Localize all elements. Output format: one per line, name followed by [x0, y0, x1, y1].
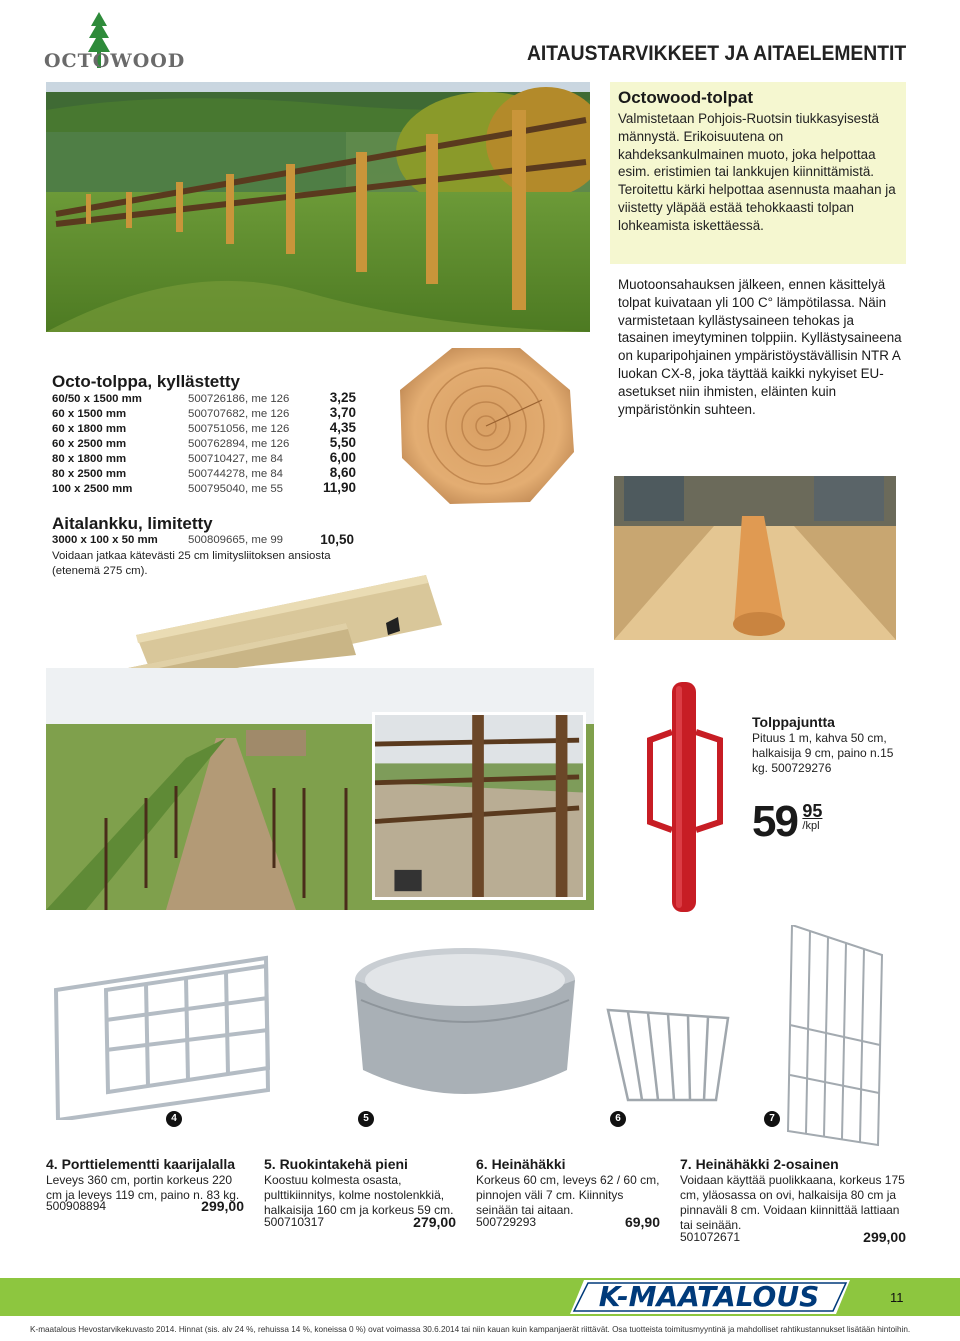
hay-rack-image	[598, 1000, 738, 1110]
product-badge: 6	[610, 1111, 626, 1127]
product-code: 501072671	[680, 1230, 741, 1244]
size-cell: 80 x 1800 mm	[52, 453, 127, 465]
product-name: 4. Porttielementti kaarijalalla	[46, 1156, 236, 1172]
product-badge: 4	[166, 1111, 182, 1127]
price-unit: /kpl	[802, 820, 820, 832]
octagonal-post-end-image	[392, 340, 582, 510]
code-cell: 500707682, me 126	[188, 408, 290, 420]
table-row	[52, 405, 356, 420]
product-code: 500710317	[264, 1215, 325, 1229]
size-cell: 60 x 1500 mm	[52, 408, 127, 420]
overlapped-plank-image	[46, 565, 456, 685]
table-row	[52, 450, 356, 465]
logo-wordmark: OCTOWOOD	[44, 50, 186, 72]
product-price: 299,00	[201, 1198, 244, 1214]
product-price: 69,90	[624, 1214, 660, 1230]
two-part-hay-rack-image	[782, 925, 892, 1150]
plank-code: 500809665, me 99	[188, 534, 284, 546]
table-row	[52, 480, 356, 495]
table-row	[52, 465, 356, 480]
product-price-row	[476, 1212, 660, 1230]
treatment-text: Muotoonsahauksen jälkeen, ennen käsittelyä tolpat kuivataan yli 100 C° lämpötilassa. Näin varmistetaan kyllästysaineen tehokas ja tasainen imeytyminen tolppiin. Kyllästysaineena on kuparipohjainen ympäristöystävällisin NTR A luokan CX-8, joka täyttää kaikki nykyiset EU-asetukset niin ihmisten, eläinten kuin ympäristönkin suhteen.	[618, 277, 902, 417]
post-driver-desc: Pituus 1 m, kahva 50 cm, halkaisija 9 cm, paino n.15 kg. 500729276	[752, 731, 894, 776]
product-price: 299,00	[863, 1229, 906, 1245]
size-cell: 80 x 2500 mm	[52, 468, 127, 480]
price-cell: 8,60	[329, 465, 356, 480]
plank-title: Aitalankku, limitetty	[52, 514, 213, 533]
k-maatalous-logo: K-MAATALOUS	[598, 1280, 820, 1313]
wooden-fence-inset-photo	[372, 712, 586, 900]
table-row	[52, 435, 356, 450]
feeding-ring-image	[345, 940, 585, 1110]
plank-price: 10,50	[320, 532, 354, 547]
gate-element-image	[46, 950, 286, 1120]
product-desc: Korkeus 60 cm, leveys 62 / 60 cm, pinnojen väli 7 cm. Kiinnitys seinään tai aitaan.	[476, 1173, 660, 1217]
price-cell: 3,70	[329, 405, 356, 420]
plank-size: 3000 x 100 x 50 mm	[52, 534, 158, 546]
price-integer: 59	[752, 797, 797, 846]
product-desc: Voidaan käyttää puolikkaana, korkeus 175 cm, yläosassa on ovi, halkaisija 80 cm ja pinnaväli 8 cm. Voidaan kiinnittää lattiaan tai seinään.	[680, 1173, 905, 1232]
code-cell: 500710427, me 84	[188, 453, 284, 465]
size-cell: 100 x 2500 mm	[52, 483, 133, 495]
product-price-row	[264, 1212, 456, 1230]
table-row	[52, 390, 356, 405]
product-price-row	[46, 1196, 244, 1214]
post-driver-price	[752, 798, 822, 848]
product-name: 7. Heinähäkki 2-osainen	[680, 1156, 839, 1172]
price-cell: 5,50	[329, 435, 356, 450]
code-cell: 500762894, me 126	[188, 438, 290, 450]
octo-post-title: Octo-tolppa, kyllästetty	[52, 372, 240, 391]
page-title: AITAUSTARVIKKEET JA AITAELEMENTIT	[526, 42, 906, 65]
product-desc: Koostuu kolmesta osasta, pulttikiinnitys, kolme nostolenkkiä, halkaisija 160 cm ja korkeus 59 cm.	[264, 1173, 454, 1217]
product-code: 500908894	[46, 1199, 107, 1213]
size-cell: 60 x 1800 mm	[52, 423, 127, 435]
octowood-intro-box	[610, 82, 906, 264]
octowood-logo	[44, 12, 194, 72]
sawmill-photo	[614, 476, 896, 640]
size-cell: 60 x 2500 mm	[52, 438, 127, 450]
price-cell: 3,25	[329, 390, 356, 405]
product-price: 279,00	[413, 1214, 456, 1230]
post-driver-title: Tolppajuntta	[752, 714, 835, 730]
octo-price-table	[52, 390, 356, 495]
price-cell: 11,90	[322, 480, 356, 495]
intro-title: Octowood-tolpat	[618, 88, 754, 107]
table-row	[52, 420, 356, 435]
code-cell: 500795040, me 55	[188, 483, 284, 495]
size-cell: 60/50 x 1500 mm	[52, 393, 142, 405]
product-desc: Leveys 360 cm, portin korkeus 220 cm ja leveys 119 cm, paino n. 83 kg.	[46, 1173, 240, 1202]
price-cell: 4,35	[329, 420, 356, 435]
product-price-row	[680, 1227, 906, 1245]
product-code: 500729293	[476, 1215, 537, 1229]
plank-price-row	[52, 532, 354, 548]
price-cell: 6,00	[329, 450, 356, 465]
page-number: 11	[890, 1290, 904, 1305]
product-badge: 5	[358, 1111, 374, 1127]
product-name: 5. Ruokintakehä pieni	[264, 1156, 408, 1172]
intro-text: Valmistetaan Pohjois-Ruotsin tiukkasyisestä männystä. Erikoisuutena on kahdeksankulmainen muoto, joka helpottaa esim. eristimien tai lankkujen kiinnittämistä. Teroitettu kärki helpottaa asennusta maahan ja viistetty yläpää estää tehokkaasti tolpan lohkeamista iskettäessä.	[618, 111, 896, 233]
plank-note: Voidaan jatkaa kätevästi 25 cm limitysliitoksen ansiosta (etenemä 275 cm).	[52, 550, 331, 577]
fence-landscape-photo	[46, 82, 590, 332]
product-badge: 7	[764, 1111, 780, 1127]
code-cell: 500744278, me 84	[188, 468, 284, 480]
code-cell: 500726186, me 126	[188, 393, 290, 405]
price-cents: 95	[802, 801, 823, 821]
product-name: 6. Heinähäkki	[476, 1156, 566, 1172]
post-driver-image	[642, 682, 728, 912]
code-cell: 500751056, me 126	[188, 423, 290, 435]
fineprint: K-maatalous Hevostarvikekuvasto 2014. Hinnat (sis. alv 24 %, rehuissa 14 %, koneissa 0 %) ovat voimassa 30.6.2014 tai niin kauan kuin kampanjaerät riittävät. Osa tuotteista toimitusmyyntinä ja mahdolliset rahtikustannukset lisätään hintoihin.	[30, 1325, 911, 1334]
